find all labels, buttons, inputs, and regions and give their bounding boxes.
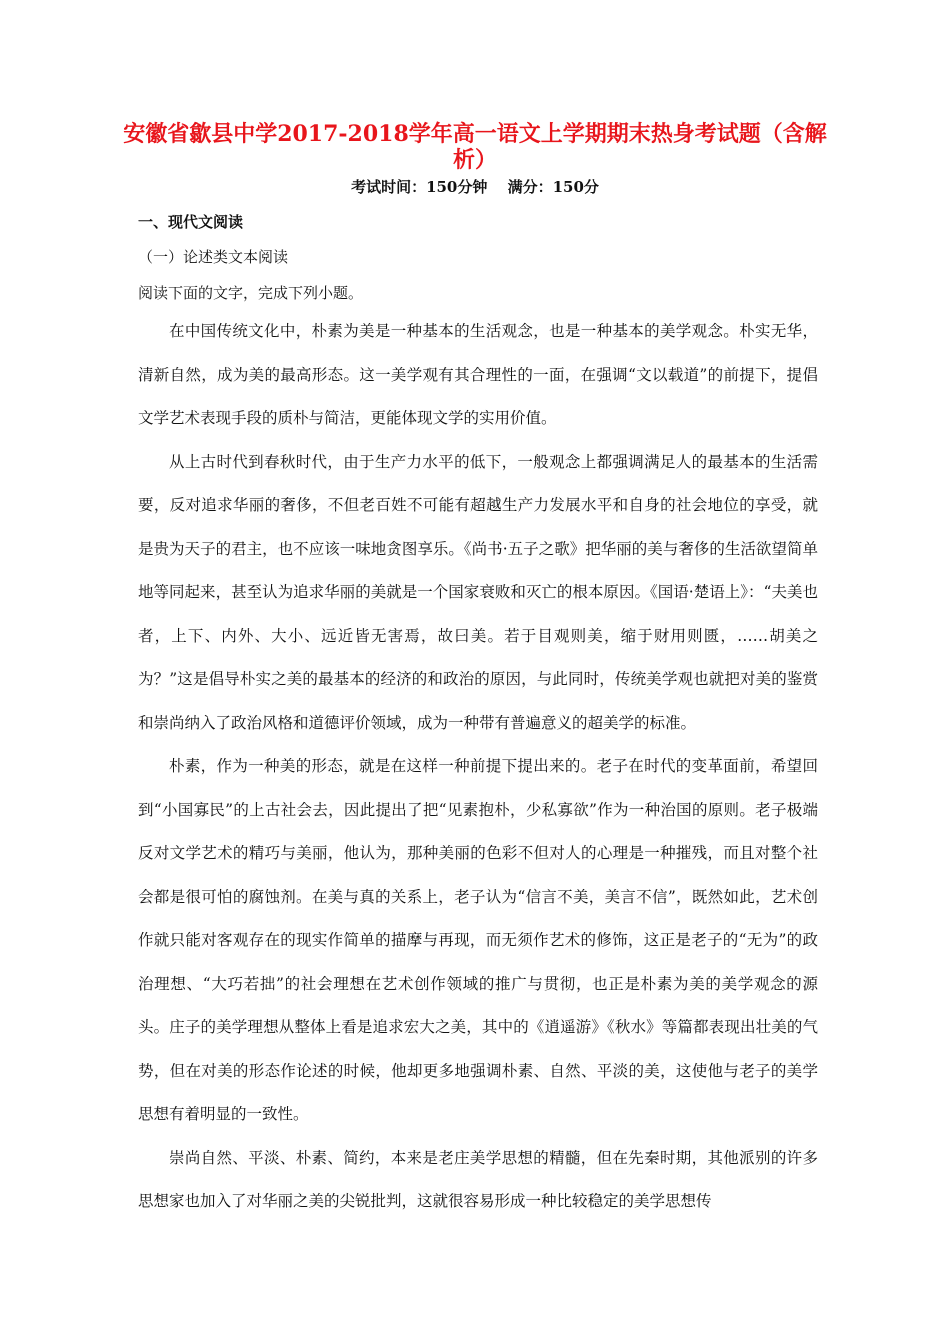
exam-info: 考试时间：150分钟 满分：150分 bbox=[351, 178, 599, 196]
document-title: 安徽省歙县中学2017-2018学年高一语文上学期期末热身考试题（含解析） bbox=[123, 121, 827, 173]
subsection-heading: （一）论述类文本阅读 bbox=[138, 248, 289, 266]
passage-paragraph-1: 在中国传统文化中，朴素为美是一种基本的生活观念，也是一种基本的美学观念。朴实无华，清新自然，成为美的最高形态。这一美学观有其合理性的一面，在强调“文以载道”的前提下，提倡文学艺术表现手段的质朴与简洁，更能体现文学的实用价值。 bbox=[138, 322, 818, 427]
reading-instruction: 阅读下面的文字，完成下列小题。 bbox=[138, 284, 364, 302]
reading-passage bbox=[138, 310, 818, 1224]
passage-paragraph-2: 从上古时代到春秋时代，由于生产力水平的低下，一般观念上都强调满足人的最基本的生活需要，反对追求华丽的奢侈，不但老百姓不可能有超越生产力发展水平和自身的社会地位的享受，就是贵为天子的君主，也不应该一味地贪图享乐。《尚书·五子之歌》把华丽的美与奢侈的生活欲望简单地等同起来，甚至认为追求华丽的美就是一个国家衰败和灭亡的根本原因。《国语·楚语上》：“夫美也者，上下、内外、大小、远近皆无害焉，故曰美。若于目观则美，缩于财用则匮，……胡美之为？”这是倡导朴实之美的最基本的经济的和政治的原因，与此同时，传统美学观也就把对美的鉴赏和崇尚纳入了政治风格和道德评价领域，成为一种带有普遍意义的超美学的标准。 bbox=[138, 452, 818, 732]
passage-paragraph-3: 朴素，作为一种美的形态，就是在这样一种前提下提出来的。老子在时代的变革面前，希望回到“小国寡民”的上古社会去，因此提出了把“见素抱朴，少私寡欲”作为一种治国的原则。老子极端反对文学艺术的精巧与美丽，他认为，那种美丽的色彩不但对人的心理是一种摧残，而且对整个社会都是很可怕的腐蚀剂。在美与真的关系上，老子认为“信言不美，美言不信”，既然如此，艺术创作就只能对客观存在的现实作简单的描摩与再现，而无须作艺术的修饰，这正是老子的“无为”的政治理想、“大巧若拙”的社会理想在艺术创作领域的推广与贯彻，也正是朴素为美的美学观念的源头。庄子的美学理想从整体上看是追求宏大之美，其中的《逍遥游》《秋水》等篇都表现出壮美的气势，但在对美的形态作论述的时候，他却更多地强调朴素、自然、平淡的美，这使他与老子的美学思想有着明显的一致性。 bbox=[138, 757, 818, 1123]
passage-paragraph-4: 崇尚自然、平淡、朴素、简约，本来是老庄美学思想的精髓，但在先秦时期，其他派别的许多思想家也加入了对华丽之美的尖锐批判，这就很容易形成一种比较稳定的美学思想传 bbox=[138, 1148, 818, 1210]
section-heading: 一、现代文阅读 bbox=[138, 213, 244, 231]
